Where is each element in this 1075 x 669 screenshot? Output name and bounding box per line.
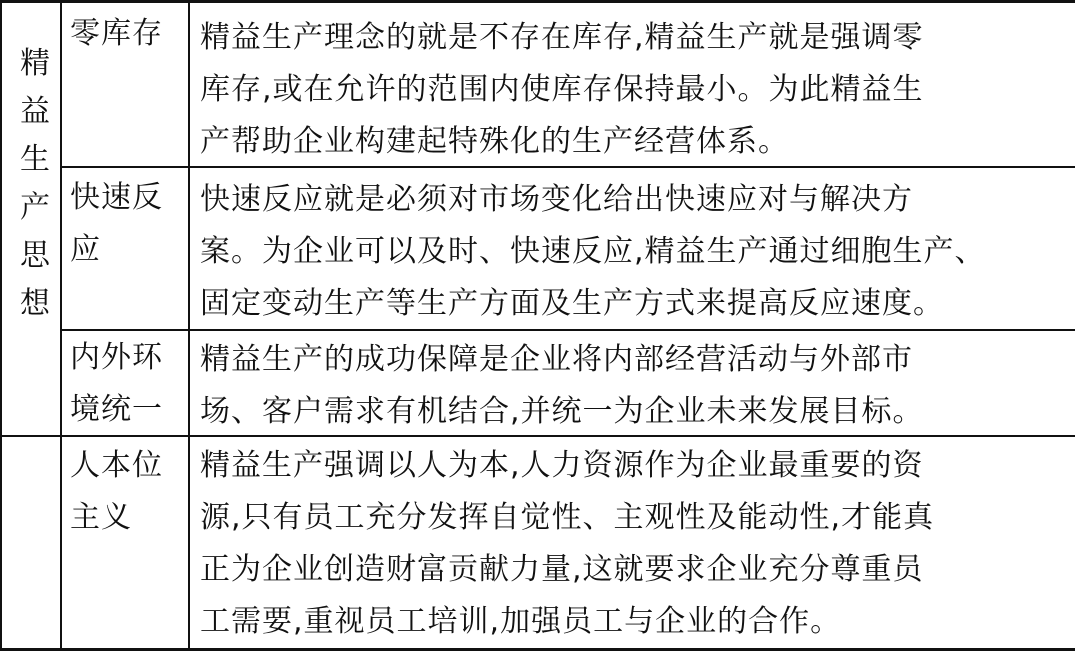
category-char: 思 bbox=[20, 238, 50, 273]
row-desc-line: 场、客户需求有机结合,并统一为企业未来发展目标。 bbox=[200, 394, 924, 429]
row-name-cell bbox=[70, 442, 186, 546]
row-name-line: 零库存 bbox=[70, 16, 163, 51]
category-cell bbox=[18, 40, 52, 328]
row-desc-line: 工需要,重视员工培训,加强员工与企业的合作。 bbox=[200, 604, 842, 639]
column-divider-name bbox=[188, 0, 190, 651]
row-desc-line: 精益生产强调以人为本,人力资源作为企业最重要的资 bbox=[200, 448, 924, 483]
row-desc-line: 快速反应就是必须对市场变化给出快速应对与解决方 bbox=[200, 182, 913, 217]
row-desc-line: 正为企业创造财富贡献力量,这就要求企业充分尊重员 bbox=[200, 552, 924, 587]
row-desc-line: 精益生产的成功保障是企业将内部经营活动与外部市 bbox=[200, 342, 913, 377]
row-desc-cell bbox=[200, 440, 1070, 648]
row-desc-line: 案。为企业可以及时、快速反应,精益生产通过细胞生产、 bbox=[200, 234, 986, 269]
row-name-line: 内外环 bbox=[70, 340, 163, 375]
category-char: 精 bbox=[20, 46, 50, 81]
row-name-line: 应 bbox=[70, 232, 101, 267]
row-name-cell bbox=[70, 334, 186, 438]
row-desc-line: 库存,或在允许的范围内使库存保持最小。为此精益生 bbox=[200, 72, 924, 107]
next-page-text-clip bbox=[0, 651, 1075, 669]
row-name-line: 人本位 bbox=[70, 448, 163, 483]
category-char: 益 bbox=[20, 94, 50, 129]
row-desc-cell bbox=[200, 174, 1070, 330]
row-desc-line: 源,只有员工充分发挥自觉性、主观性及能动性,才能真 bbox=[200, 500, 935, 535]
table-left-border bbox=[0, 0, 2, 651]
row-desc-cell bbox=[200, 334, 1070, 438]
row-name-cell bbox=[70, 10, 186, 62]
category-char: 生 bbox=[20, 142, 50, 177]
row-desc-line: 固定变动生产等生产方面及生产方式来提高反应速度。 bbox=[200, 286, 944, 321]
row-desc-cell bbox=[200, 12, 1070, 168]
row-desc-line: 产帮助企业构建起特殊化的生产经营体系。 bbox=[200, 124, 789, 159]
row-name-line: 主义 bbox=[70, 500, 132, 535]
row-name-line: 境统一 bbox=[70, 392, 163, 427]
column-divider-category bbox=[60, 0, 62, 651]
row-name-line: 快速反 bbox=[70, 180, 163, 215]
row-name-cell bbox=[70, 174, 186, 278]
category-char: 产 bbox=[20, 190, 50, 225]
table-top-rule bbox=[0, 0, 1075, 3]
row-desc-line: 精益生产理念的就是不存在库存,精益生产就是强调零 bbox=[200, 20, 924, 55]
category-char: 想 bbox=[20, 286, 50, 321]
